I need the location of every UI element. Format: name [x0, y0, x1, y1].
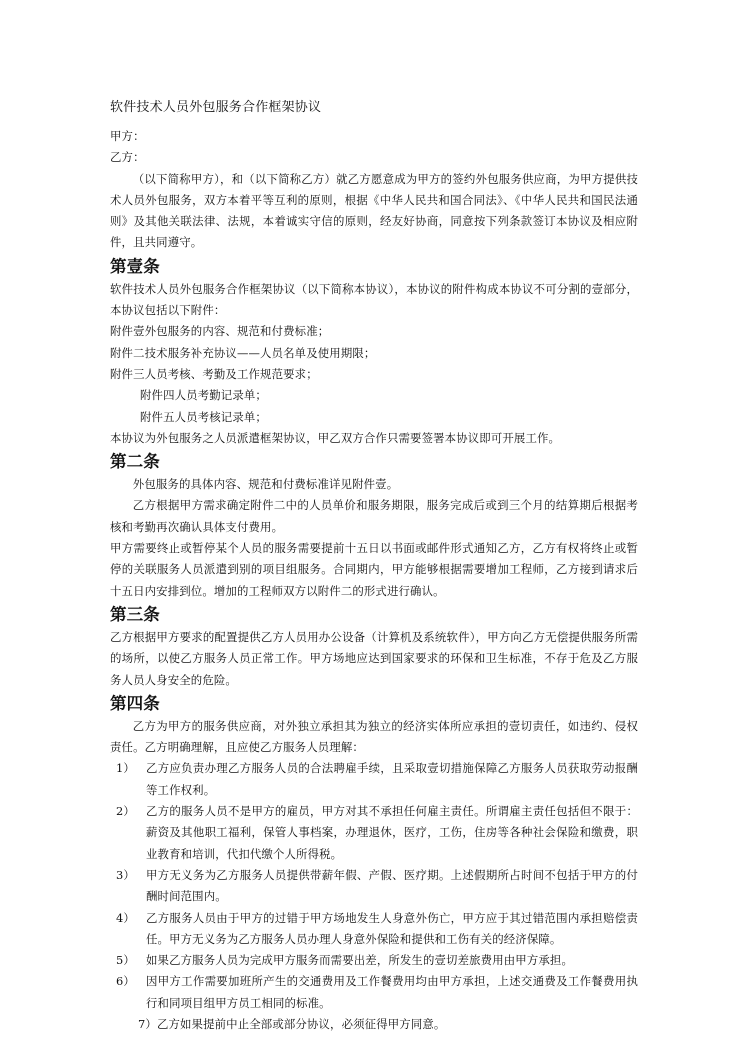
list-item-number: 2）	[116, 804, 135, 819]
document-body	[110, 126, 638, 1035]
party-b-line: 乙方：	[110, 150, 145, 165]
list-item-number: 4）	[116, 910, 135, 925]
list-item	[110, 908, 638, 951]
list-item-text: 乙方应负责办理乙方服务人员的合法聘雇手续，且采取壹切措施保障乙方服务人员获取劳动报酬等工作权利。	[146, 761, 638, 797]
list-item-number: 1）	[116, 761, 135, 776]
attachment-3: 附件三人员考核、考勤及工作规范要求；	[110, 366, 318, 381]
preamble-paragraph: （以下简称甲方），和（以下简称乙方）就乙方愿意成为甲方的签约外包服务供应商，为甲方提供技术人员外包服务，双方本着平等互利的原则，根据《中华人民共和国合同法》、《中华人民共和国民法通则》及其他关联法律、法规，本着诚实守信的原则，经友好协商，同意按下列条款签订本协议及相应附件，且共同遵守。	[110, 171, 638, 250]
list-item	[110, 971, 638, 1014]
article-1-intro: 软件技术人员外包服务合作框架协议（以下简称本协议），本协议的附件构成本协议不可分割的壹部分，本协议包括以下附件：	[110, 281, 638, 318]
article-2-paragraph-2: 乙方根据甲方需求确定附件二中的人员单价和服务期限，服务完成后或到三个月的结算期后根据考核和考勤再次确认具体支付费用。	[110, 498, 638, 534]
attachment-2: 附件二技术服务补充协议——人员名单及使用期限；	[110, 345, 376, 360]
article-2-heading: 第二条	[110, 452, 160, 472]
list-item-text: 如果乙方服务人员为完成甲方服务而需要出差，所发生的壹切差旅费用由甲方承担。	[146, 953, 574, 968]
list-item-number: 5）	[116, 953, 135, 968]
list-item-text: 因甲方工作需要加班所产生的交通费用及工作餐费用均由甲方承担，上述交通费及工作餐费用执行和同项目组甲方员工相同的标准。	[146, 974, 638, 1010]
article-1-closing: 本协议为外包服务之人员派遣框架协议，甲乙双方合作只需要签署本协议即可开展工作。	[110, 430, 561, 445]
list-item	[110, 758, 638, 801]
list-item-text: 甲方无义务为乙方服务人员提供带薪年假、产假、医疗期。上述假期所占时间不包括于甲方的付酬时间范围内。	[146, 867, 638, 904]
list-item-number: 3）	[116, 867, 135, 882]
article-1-heading: 第壹条	[110, 256, 160, 276]
article-3-heading: 第三条	[110, 604, 160, 624]
attachment-1: 附件壹外包服务的内容、规范和付费标准；	[110, 324, 330, 339]
party-a-line: 甲方：	[110, 129, 145, 143]
document-title: 软件技术人员外包服务合作框架协议	[110, 100, 322, 115]
attachment-4: 附件四人员考勤记录单；	[140, 388, 267, 403]
article-4-paragraph-1: 乙方为甲方的服务供应商，对外独立承担其为独立的经济实体所应承担的壹切责任，如违约、侵权责任。乙方明确理解，且应使乙方服务人员理解：	[110, 718, 638, 755]
article-4-heading: 第四条	[110, 693, 160, 713]
list-item-text: 乙方服务人员由于甲方的过错于甲方场地发生人身意外伤亡，甲方应于其过错范围内承担赔偿责任。甲方无义务为乙方服务人员办理人身意外保险和提供和工伤有关的经济保障。	[146, 910, 638, 946]
article-4-list	[110, 758, 638, 1014]
article-3-paragraph-1: 乙方根据甲方要求的配置提供乙方人员用办公设备（计算机及系统软件），甲方向乙方无偿提供服务所需的场所，以使乙方服务人员正常工作。甲方场地应达到国家要求的环保和卫生标准，不存于危及乙方服务人员人身安全的危险。	[110, 629, 638, 687]
list-item	[110, 865, 638, 908]
list-item-number: 6）	[116, 974, 135, 989]
article-2-paragraph-1: 外包服务的具体内容、规范和付费标准详见附件壹。	[132, 477, 399, 492]
attachment-5: 附件五人员考核记录单；	[140, 409, 267, 424]
list-item-text: 乙方的服务人员不是甲方的雇员，甲方对其不承担任何雇主责任。所谓雇主责任包括但不限于：薪资及其他职工福利，保管人事档案，办理退休，医疗，工伤，住房等各种社会保险和缴费，职业教育和培训，代扣代缴个人所得税。	[146, 804, 638, 861]
article-2-paragraph-3: 甲方需要终止或暂停某个人员的服务需要提前十五日以书面或邮件形式通知乙方，乙方有权将终止或暂停的关联服务人员派遣到别的项目组服务。合同期内，甲方能够根据需要增加工程师，乙方接到请求后十五日内安排到位。增加的工程师双方以附件二的形式进行确认。	[110, 541, 638, 598]
list-item	[110, 950, 638, 971]
article-4-item-7: 7）乙方如果提前中止全部或部分协议，必须征得甲方同意。	[138, 1016, 446, 1031]
list-item	[110, 801, 638, 865]
